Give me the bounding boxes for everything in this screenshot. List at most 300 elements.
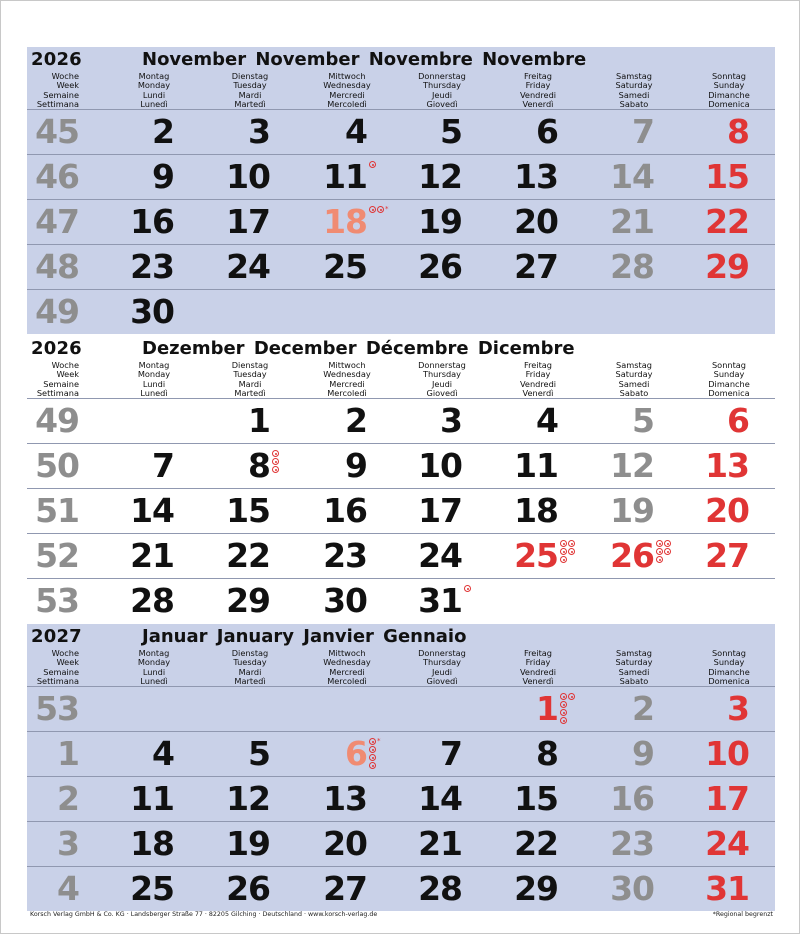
week-number: 48 (35, 247, 79, 286)
weekday-label: Dimanche (708, 89, 750, 100)
day-number: 14 (610, 157, 654, 196)
day-number: 14 (418, 779, 462, 818)
day-number: 22 (226, 536, 270, 575)
weekday-label: Freitag (523, 71, 553, 81)
weekday-label: Giovedì (426, 676, 458, 687)
day-cell (564, 245, 654, 289)
day-cell (372, 822, 462, 866)
week-header-label: Woche (51, 648, 79, 658)
day-number: 15 (226, 491, 270, 530)
day-number: 30 (323, 581, 367, 620)
weekday-header (498, 72, 578, 110)
weekday-label: Sonntag (711, 360, 746, 370)
day-cell (84, 110, 174, 154)
week-number: 1 (57, 734, 79, 773)
weekday-label: Venerdì (522, 676, 554, 687)
week-row (27, 866, 775, 911)
week-header-label: Week (56, 369, 79, 380)
day-number: 20 (323, 824, 367, 863)
weekday-label: Monday (137, 80, 171, 91)
holiday-circle-icon (464, 585, 471, 592)
holiday-marker-row (464, 585, 471, 592)
day-number: 22 (514, 824, 558, 863)
weekday-label: Dienstag (231, 648, 269, 658)
week-row (27, 443, 775, 488)
day-number: 17 (705, 779, 749, 818)
weekday-label: Giovedì (426, 99, 458, 110)
day-number: 28 (418, 869, 462, 908)
weekday-header (307, 649, 387, 687)
day-cell (372, 777, 462, 821)
day-cell (468, 155, 558, 199)
week-number: 3 (57, 824, 79, 863)
weekday-label: Mittwoch (328, 71, 366, 81)
day-number: 20 (705, 491, 749, 530)
weekday-label: Venerdì (522, 388, 554, 399)
day-number: 7 (152, 446, 174, 485)
week-number: 2 (57, 779, 79, 818)
day-cell (180, 200, 270, 244)
weekday-header (498, 649, 578, 687)
day-cell (564, 687, 654, 731)
day-cell (84, 579, 174, 623)
day-number: 23 (130, 247, 174, 286)
weekday-label: Sabato (619, 388, 649, 399)
day-number: 10 (418, 446, 462, 485)
weekday-label: Mardi (238, 89, 262, 100)
weekday-header (307, 72, 387, 110)
week-header-label: Semaine (43, 378, 79, 389)
day-number: 21 (610, 202, 654, 241)
day-number: 19 (226, 824, 270, 863)
day-cell (277, 534, 367, 578)
weekday-label: Wednesday (323, 80, 371, 91)
day-number: 12 (226, 779, 270, 818)
day-cell (372, 579, 462, 623)
week-number: 47 (35, 202, 79, 241)
weekday-header (689, 649, 769, 687)
day-number: 13 (705, 446, 749, 485)
day-cell (84, 290, 174, 334)
week-number: 51 (35, 491, 79, 530)
day-number: 5 (248, 734, 270, 773)
day-number: 15 (514, 779, 558, 818)
day-number: 22 (705, 202, 749, 241)
day-number: 5 (440, 112, 462, 151)
day-number: 8 (536, 734, 558, 773)
week-column-header (29, 649, 79, 687)
weekday-label: Freitag (523, 360, 553, 370)
day-number: 1 (248, 401, 270, 440)
day-cell (659, 245, 749, 289)
weekday-label: Domenica (708, 99, 750, 110)
weekday-label: Samstag (616, 360, 652, 370)
day-number: 25 (514, 536, 558, 575)
weekday-label: Tuesday (233, 80, 267, 91)
day-number: 29 (514, 869, 558, 908)
weekday-label: Samedi (618, 666, 650, 677)
day-number: 14 (130, 491, 174, 530)
day-number: 11 (514, 446, 558, 485)
week-header-label: Settimana (36, 99, 79, 110)
month-block (27, 336, 775, 623)
day-number: 6 (345, 734, 367, 773)
weekday-label: Mardi (238, 666, 262, 677)
week-header-label: Week (56, 657, 79, 668)
week-row (27, 398, 775, 443)
day-number: 18 (323, 202, 367, 241)
day-cell (659, 444, 749, 488)
week-row (27, 821, 775, 866)
day-number: 16 (130, 202, 174, 241)
weekday-label: Wednesday (323, 369, 371, 380)
day-cell (277, 245, 367, 289)
weekday-label: Montag (138, 360, 170, 370)
day-cell (84, 777, 174, 821)
weekday-label: Mercoledì (327, 388, 367, 399)
day-cell (659, 534, 749, 578)
month-name: Dezember December Décembre Dicembre (142, 338, 575, 359)
day-cell (180, 822, 270, 866)
weekday-label: Tuesday (233, 657, 267, 668)
weekday-label: Martedì (234, 99, 266, 110)
weekday-header (689, 361, 769, 399)
weekday-label: Mercredi (329, 89, 365, 100)
week-header-label: Woche (51, 360, 79, 370)
day-cell (564, 155, 654, 199)
day-cell (372, 200, 462, 244)
weekday-label: Vendredi (519, 378, 557, 389)
day-number: 9 (345, 446, 367, 485)
weekday-label: Samedi (618, 89, 650, 100)
weekday-label: Sonntag (711, 648, 746, 658)
weekday-label: Freitag (523, 648, 553, 658)
weekday-label: Mercredi (329, 666, 365, 677)
week-row (27, 776, 775, 821)
day-cell (468, 867, 558, 911)
day-cell (564, 489, 654, 533)
day-cell (468, 777, 558, 821)
day-number: 16 (610, 779, 654, 818)
day-cell (468, 399, 558, 443)
day-cell (468, 444, 558, 488)
week-column-header (29, 361, 79, 399)
day-cell (84, 534, 174, 578)
week-row (27, 533, 775, 578)
day-cell (468, 489, 558, 533)
day-number: 10 (705, 734, 749, 773)
day-cell (180, 489, 270, 533)
day-number: 24 (226, 247, 270, 286)
day-cell (564, 732, 654, 776)
month-block (27, 624, 775, 911)
day-number: 4 (536, 401, 558, 440)
weekday-label: Donnerstag (418, 648, 466, 658)
day-cell (277, 579, 367, 623)
day-cell (468, 245, 558, 289)
day-number: 21 (130, 536, 174, 575)
weekday-label: Samedi (618, 378, 650, 389)
day-number: 7 (632, 112, 654, 151)
day-cell (277, 155, 367, 199)
weekday-header (594, 649, 674, 687)
day-number: 30 (130, 292, 174, 331)
day-cell (180, 155, 270, 199)
day-cell (564, 110, 654, 154)
weekday-label: Giovedì (426, 388, 458, 399)
weekday-label: Martedì (234, 676, 266, 687)
week-row (27, 244, 775, 289)
day-cell (468, 534, 558, 578)
day-cell (468, 822, 558, 866)
day-number: 11 (130, 779, 174, 818)
day-number: 23 (610, 824, 654, 863)
day-number: 3 (440, 401, 462, 440)
day-number: 8 (248, 446, 270, 485)
day-number: 6 (536, 112, 558, 151)
week-header-label: Woche (51, 71, 79, 81)
week-number: 46 (35, 157, 79, 196)
day-number: 6 (727, 401, 749, 440)
weekday-label: Friday (525, 369, 551, 380)
day-cell (277, 732, 367, 776)
day-cell (372, 534, 462, 578)
weekday-label: Samstag (616, 648, 652, 658)
weekday-header (402, 361, 482, 399)
day-number: 4 (152, 734, 174, 773)
week-number: 53 (35, 581, 79, 620)
day-cell (468, 110, 558, 154)
regional-note: *Regional begrenzt (712, 911, 773, 918)
month-header (27, 47, 775, 109)
day-cell (84, 245, 174, 289)
day-number: 26 (610, 536, 654, 575)
day-number: 7 (440, 734, 462, 773)
day-number: 18 (514, 491, 558, 530)
regional-asterisk: * (385, 205, 389, 213)
week-number: 4 (57, 869, 79, 908)
week-header-label: Week (56, 80, 79, 91)
day-cell (180, 867, 270, 911)
day-cell (277, 822, 367, 866)
weekday-label: Montag (138, 648, 170, 658)
day-cell (180, 110, 270, 154)
week-header-label: Semaine (43, 89, 79, 100)
weekday-label: Mercoledì (327, 676, 367, 687)
day-number: 28 (130, 581, 174, 620)
holiday-markers (464, 585, 471, 592)
weekday-label: Saturday (615, 80, 653, 91)
day-cell (468, 687, 558, 731)
day-number: 29 (226, 581, 270, 620)
weekday-label: Lunedì (140, 99, 168, 110)
weekday-label: Sunday (713, 80, 745, 91)
weekday-label: Dienstag (231, 360, 269, 370)
day-cell (659, 110, 749, 154)
month-header (27, 624, 775, 686)
day-number: 5 (632, 401, 654, 440)
weekday-label: Friday (525, 657, 551, 668)
day-cell (372, 444, 462, 488)
weekday-label: Saturday (615, 369, 653, 380)
day-cell (564, 534, 654, 578)
day-cell (564, 867, 654, 911)
day-number: 30 (610, 869, 654, 908)
day-number: 12 (418, 157, 462, 196)
day-number: 21 (418, 824, 462, 863)
day-number: 28 (610, 247, 654, 286)
day-number: 29 (705, 247, 749, 286)
day-cell (659, 399, 749, 443)
day-cell (564, 399, 654, 443)
month-name: Januar January Janvier Gennaio (142, 626, 467, 647)
day-number: 13 (323, 779, 367, 818)
day-cell (180, 534, 270, 578)
day-number: 11 (323, 157, 367, 196)
weekday-label: Vendredi (519, 89, 557, 100)
week-row (27, 199, 775, 244)
weekday-label: Thursday (422, 80, 462, 91)
weekday-label: Friday (525, 80, 551, 91)
weekday-label: Monday (137, 369, 171, 380)
weekday-label: Samstag (616, 71, 652, 81)
day-cell (84, 822, 174, 866)
weekday-header (114, 72, 194, 110)
weekday-header (210, 361, 290, 399)
day-cell (659, 867, 749, 911)
day-number: 25 (323, 247, 367, 286)
month-header (27, 336, 775, 398)
weekday-label: Mercoledì (327, 99, 367, 110)
weekday-label: Dimanche (708, 666, 750, 677)
day-number: 3 (727, 689, 749, 728)
weekday-label: Jeudi (431, 666, 453, 677)
day-cell (180, 444, 270, 488)
day-number: 9 (152, 157, 174, 196)
year-label: 2027 (31, 626, 82, 647)
day-cell (84, 200, 174, 244)
month-name: November November Novembre Novembre (142, 49, 587, 70)
week-header-label: Settimana (36, 676, 79, 687)
weekday-label: Lundi (142, 89, 166, 100)
weekday-label: Thursday (422, 657, 462, 668)
week-number: 45 (35, 112, 79, 151)
weekday-header (402, 649, 482, 687)
day-cell (277, 444, 367, 488)
weekday-label: Sunday (713, 657, 745, 668)
day-cell (277, 399, 367, 443)
weekday-label: Lundi (142, 378, 166, 389)
day-number: 26 (418, 247, 462, 286)
weekday-label: Jeudi (431, 378, 453, 389)
day-number: 31 (705, 869, 749, 908)
day-cell (84, 444, 174, 488)
weekday-label: Venerdì (522, 99, 554, 110)
day-cell (659, 822, 749, 866)
day-number: 10 (226, 157, 270, 196)
weekday-label: Lunedì (140, 388, 168, 399)
weekday-label: Sabato (619, 676, 649, 687)
weekday-header (114, 361, 194, 399)
week-header-label: Semaine (43, 666, 79, 677)
day-cell (84, 732, 174, 776)
day-number: 2 (152, 112, 174, 151)
day-number: 24 (705, 824, 749, 863)
day-cell (372, 110, 462, 154)
weekday-header (594, 361, 674, 399)
day-cell (659, 200, 749, 244)
weekday-label: Dimanche (708, 378, 750, 389)
day-cell (372, 489, 462, 533)
publisher-imprint: Korsch Verlag GmbH & Co. KG · Landsberger Straße 77 · 82205 Gilching · Deutschland · www.korsch-verlag.de (30, 911, 378, 918)
week-number: 49 (35, 292, 79, 331)
day-number: 8 (727, 112, 749, 151)
weekday-label: Monday (137, 657, 171, 668)
day-number: 19 (418, 202, 462, 241)
weekday-header (114, 649, 194, 687)
day-cell (180, 399, 270, 443)
day-cell (277, 110, 367, 154)
weekday-label: Wednesday (323, 657, 371, 668)
week-row (27, 578, 775, 623)
day-cell (180, 777, 270, 821)
day-cell (84, 155, 174, 199)
weekday-header (210, 72, 290, 110)
day-number: 1 (536, 689, 558, 728)
weekday-header (402, 72, 482, 110)
week-row (27, 731, 775, 776)
weekday-label: Lundi (142, 666, 166, 677)
day-number: 13 (514, 157, 558, 196)
day-cell (564, 777, 654, 821)
weekday-label: Mardi (238, 378, 262, 389)
day-cell (277, 200, 367, 244)
weekday-label: Donnerstag (418, 360, 466, 370)
month-block (27, 47, 775, 334)
day-number: 27 (323, 869, 367, 908)
day-cell (84, 489, 174, 533)
day-cell (468, 732, 558, 776)
day-number: 24 (418, 536, 462, 575)
week-header-label: Settimana (36, 388, 79, 399)
day-cell (564, 444, 654, 488)
day-number: 17 (226, 202, 270, 241)
week-number: 50 (35, 446, 79, 485)
weekday-label: Sunday (713, 369, 745, 380)
day-cell (277, 489, 367, 533)
day-number: 12 (610, 446, 654, 485)
week-column-header (29, 72, 79, 110)
weekday-label: Lunedì (140, 676, 168, 687)
day-number: 20 (514, 202, 558, 241)
day-cell (468, 200, 558, 244)
day-cell (659, 155, 749, 199)
weekday-label: Tuesday (233, 369, 267, 380)
day-number: 15 (705, 157, 749, 196)
day-cell (277, 867, 367, 911)
week-row (27, 289, 775, 334)
day-cell (372, 732, 462, 776)
day-number: 31 (418, 581, 462, 620)
day-number: 3 (248, 112, 270, 151)
day-number: 17 (418, 491, 462, 530)
week-row (27, 109, 775, 154)
day-cell (564, 200, 654, 244)
day-number: 25 (130, 869, 174, 908)
weekday-header (210, 649, 290, 687)
day-number: 2 (632, 689, 654, 728)
weekday-label: Mittwoch (328, 360, 366, 370)
